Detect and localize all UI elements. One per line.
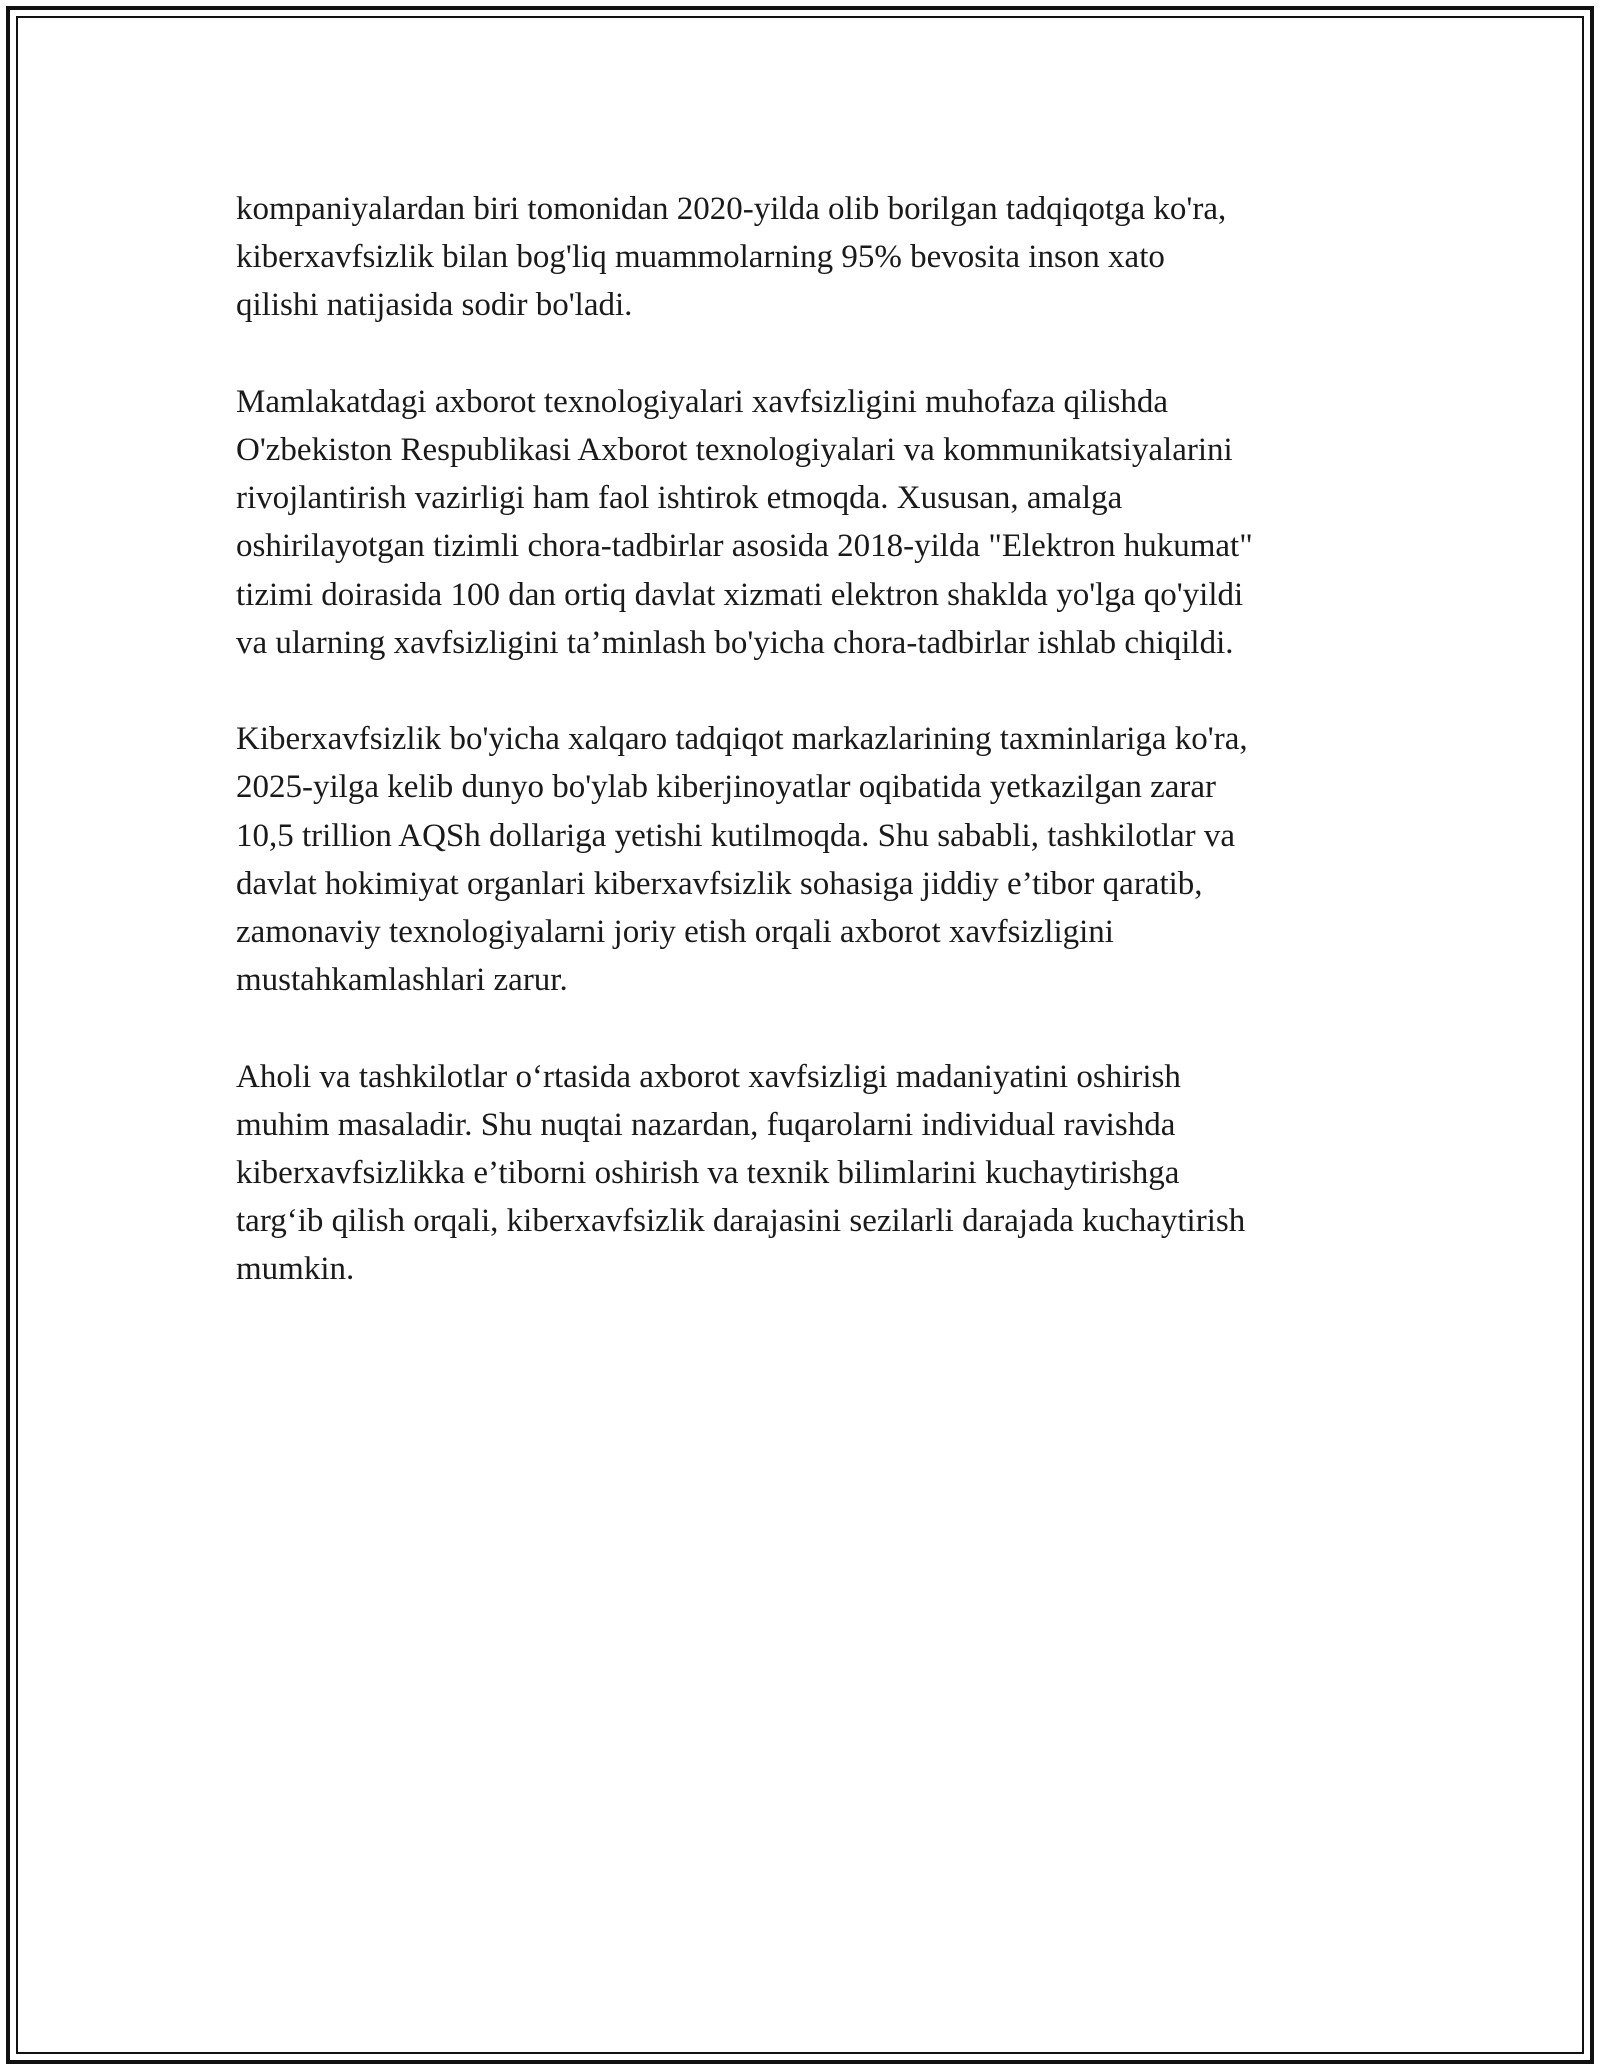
paragraph: [236, 185, 1371, 330]
text-line: tizimi doirasida 100 dan ortiq davlat xizmati elektron shaklda yo'lga qo'yildi: [236, 576, 1244, 613]
text-line: kiberxavfsizlik bilan bog'liq muammolarning 95% bevosita inson xato: [236, 239, 1165, 276]
text-line: rivojlantirish vazirligi ham faol ishtirok etmoqda. Xususan, amalga: [236, 480, 1123, 517]
text-line: O'zbekiston Respublikasi Axborot texnologiyalari va kommunikatsiyalarini: [236, 432, 1233, 468]
text-line: Kiberxavfsizlik bo'yicha xalqaro tadqiqot markazlarining taxminlariga ko'ra,: [236, 721, 1248, 758]
text-line: muhim masaladir. Shu nuqtai nazardan, fuqarolarni individual ravishda: [236, 1106, 1176, 1143]
document-body: [236, 185, 1371, 1342]
text-line: mumkin.: [236, 1251, 355, 1288]
text-line: mustahkamlashlari zarur.: [236, 962, 568, 999]
text-line: davlat hokimiyat organlari kiberxavfsizlik sohasiga jiddiy e’tibor qaratib,: [236, 865, 1203, 902]
text-line: kiberxavfsizlikka e’tiborni oshirish va texnik bilimlarini kuchaytirishga: [236, 1155, 1180, 1192]
paragraph: [236, 1053, 1371, 1294]
text-line: targ‘ib qilish orqali, kiberxavfsizlik darajasini sezilarli darajada kuchaytirish: [236, 1203, 1246, 1240]
text-line: kompaniyalardan biri tomonidan 2020-yilda olib borilgan tadqiqotga ko'ra,: [236, 191, 1227, 227]
text-line: 10,5 trillion AQSh dollariga yetishi kutilmoqda. Shu sababli, tashkilotlar va: [236, 817, 1236, 854]
text-line: zamonaviy texnologiyalarni joriy etish orqali axborot xavfsizligini: [236, 914, 1114, 951]
text-line: Mamlakatdagi axborot texnologiyalari xavfsizligini muhofaza qilishda: [236, 383, 1168, 420]
text-line: va ularning xavfsizligini ta’minlash bo'yicha chora-tadbirlar ishlab chiqildi.: [236, 624, 1234, 661]
text-line: oshirilayotgan tizimli chora-tadbirlar asosida 2018-yilda "Elektron hukumat": [236, 528, 1253, 565]
text-line: Aholi va tashkilotlar o‘rtasida axborot xavfsizligi madaniyatini oshirish: [236, 1058, 1181, 1095]
text-line: qilishi natijasida sodir bo'ladi.: [236, 287, 633, 324]
paragraph: [236, 715, 1371, 1004]
text-line: 2025-yilga kelib dunyo bo'ylab kiberjinoyatlar oqibatida yetkazilgan zarar: [236, 769, 1217, 806]
paragraph: [236, 378, 1371, 667]
